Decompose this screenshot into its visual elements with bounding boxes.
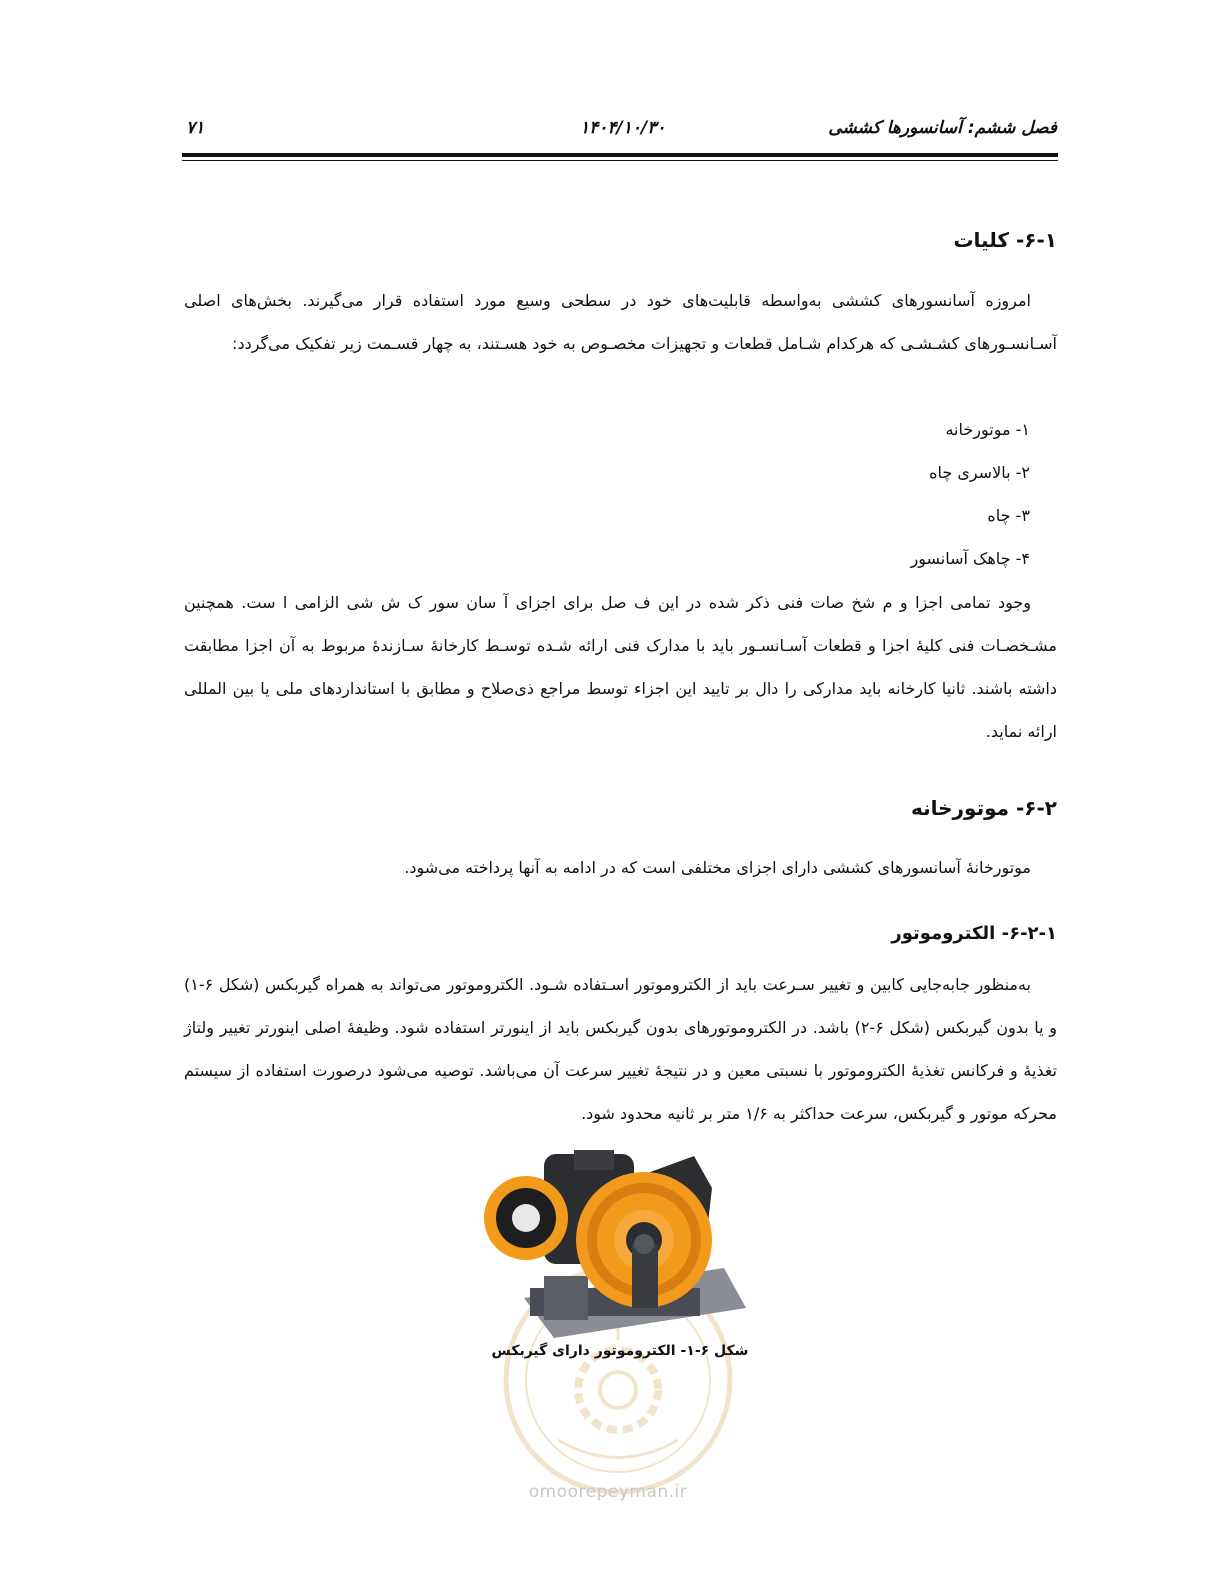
electromotor-paragraph — [184, 963, 1057, 1135]
list-item: ۱- موتورخانه — [945, 420, 1030, 439]
section-title-generalities: ۶-۱- کلیات — [953, 228, 1057, 252]
intro-text: امروزه آسانسورهای کششی به‌واسطه قابلیت‌های خود در سطحی وسیع مورد استفاده قرار می‌گیرند. بخش‌های اصلی آسـانسـورهای کشـشـی که هرکدام شـامل قطعات و تجهیزات مخصـوص به خود هسـتند، به چهار قسـمت زیر تفکیک می‌گردد: — [184, 291, 1057, 353]
page-number: ۷۱ — [186, 118, 205, 138]
list-item: ۳- چاه — [987, 506, 1030, 525]
requirements-text: وجود تمامی اجزا و م شخ صات فنی ذکر شده در این ف صل برای اجزای آ سان سور ک ش شی الزامی ا ست. همچنین مشـخصـات فنی کلیهٔ اجزا و قطعات آسـانسـور باید با مدارک فنی ارائه شـده توسـط کارخانهٔ سـازندهٔ مربوط به آن اجزا مطابقت داشته باشند. ثانیا کارخانه باید مدارکی را دال بر تایید این اجزاء توسط مراجع ذی‌صلاح و مطابق با استانداردهای ملی یا بین المللی ارائه نماید. — [184, 593, 1057, 741]
list-item: ۴- چاهک آسانسور — [910, 549, 1030, 568]
site-watermark: omoorepeyman.ir — [528, 1482, 688, 1502]
machine-room-intro-text: موتورخانهٔ آسانسورهای کششی دارای اجزای مختلفی است که در ادامه به آنها پرداخته می‌شود. — [404, 858, 1031, 877]
header-rule-thick — [182, 153, 1058, 157]
page-header — [182, 118, 1057, 148]
parts-list — [630, 408, 1030, 580]
intro-paragraph — [184, 279, 1057, 365]
electromotor-with-gearbox-image — [484, 1148, 752, 1338]
list-item: ۲- بالاسری چاه — [929, 463, 1030, 482]
section-title-machine-room: ۶-۲- موتورخانه — [910, 796, 1057, 820]
subsection-title-electromotor: ۶-۲-۱- الکتروموتور — [891, 923, 1057, 944]
figure-caption: شکل ۶-۱- الکتروموتور دارای گیربکس — [491, 1343, 749, 1359]
electromotor-text: به‌منظور جابه‌جایی کابین و تغییر سـرعت باید از الکتروموتور اسـتفاده شـود. الکتروموتور می‌تواند به همراه گیربکس (شکل ۶-۱) و یا بدون گیربکس (شکل ۶-۲) باشد. در الکتروموتورهای بدون گیربکس باید از اینورتر استفاده شود. وظیفهٔ اصلی اینورتر تغییر ولتاژ تغذیهٔ و فرکانس تغذیهٔ الکتروموتور با نسبتی معین و در نتیجهٔ تغییر سرعت آن می‌باشد. توصیه می‌شود درصورت استفاده از سیستم محرکه موتور و گیربکس، سرعت حداکثر به ۱/۶ متر بر ثانیه محدود شود. — [184, 975, 1058, 1123]
header-rule-thin — [182, 160, 1058, 161]
header-date: ۱۴۰۴/۱۰/۳۰ — [580, 118, 666, 138]
machine-room-intro — [184, 846, 1057, 889]
chapter-title: فصل ششم: آسانسورها کششی — [828, 118, 1057, 138]
requirements-paragraph — [184, 581, 1057, 753]
